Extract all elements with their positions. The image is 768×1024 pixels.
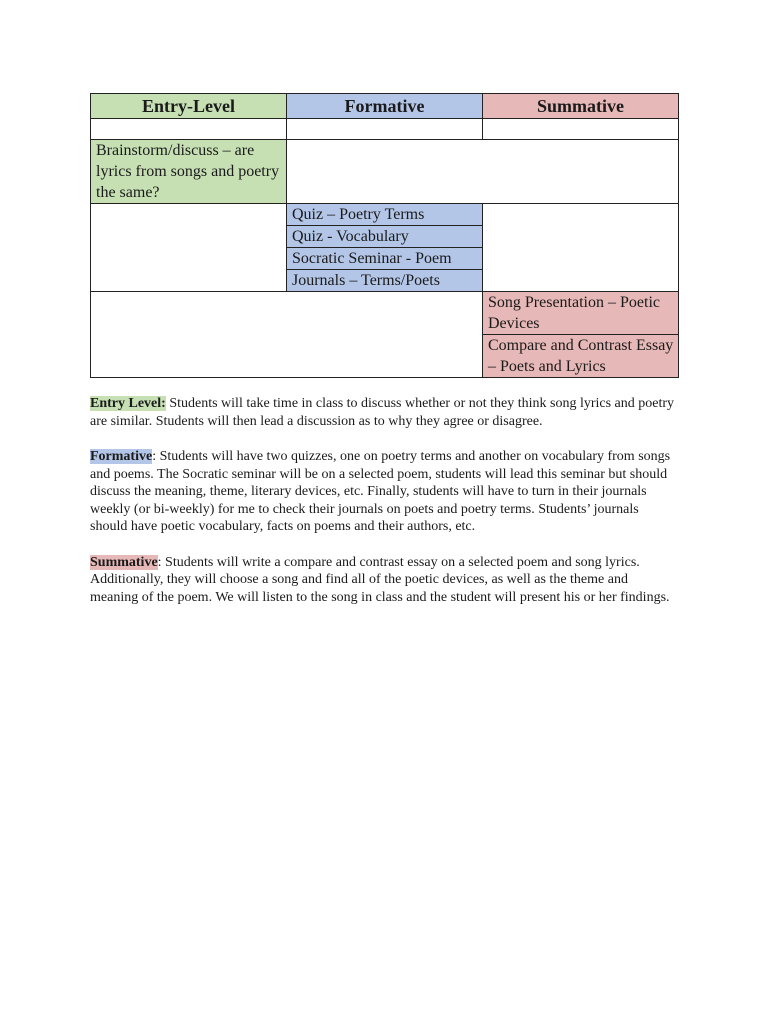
summative-paragraph (90, 554, 678, 607)
blank-cell (483, 119, 679, 140)
formative-text: : Students will have two quizzes, one on poetry terms and another on vocabulary from songs and poems. The Socratic seminar will be on a selected poem, students will lead this seminar but should discuss the meaning, theme, literary devices, etc. Finally, students will have to turn in their journals weekly (or bi-weekly) for me to check their journals on poets and poetry terms. Students’ journals should have poetic vocabulary, facts on poems and their authors, etc. (90, 449, 671, 534)
empty-cell (91, 204, 287, 292)
formative-row (91, 204, 679, 226)
header-entry-level: Entry-Level (91, 94, 287, 119)
empty-cell (483, 204, 679, 292)
formative-item-cell: Quiz - Vocabulary (287, 226, 483, 248)
notes-section (90, 395, 678, 606)
summative-text: : Students will write a compare and contrast essay on a selected poem and song lyrics. Additionally, they will choose a song and find all of the poetic devices, as well as the theme and meaning of the poem. We will listen to the song in class and the student will present his or her findings. (90, 554, 670, 605)
formative-item-cell: Quiz – Poetry Terms (287, 204, 483, 226)
summative-row (91, 292, 679, 335)
formative-item-cell: Journals – Terms/Poets (287, 270, 483, 292)
header-formative: Formative (287, 94, 483, 119)
summative-item-cell: Song Presentation – Poetic Devices (483, 292, 679, 335)
entry-row (91, 140, 679, 204)
blank-row (91, 119, 679, 140)
entry-level-text: Students will take time in class to discuss whether or not they think song lyrics and poetry are similar. Students will then lead a discussion as to why they agree or disagree. (90, 396, 675, 429)
blank-cell (287, 119, 483, 140)
blank-cell (91, 119, 287, 140)
entry-level-paragraph (90, 395, 678, 430)
empty-cell (91, 292, 483, 378)
entry-level-label: Entry Level: (90, 396, 166, 411)
summative-item-cell: Compare and Contrast Essay – Poets and Lyrics (483, 335, 679, 378)
header-row (91, 94, 679, 119)
formative-label: Formative (90, 449, 153, 464)
summative-label: Summative (90, 554, 158, 570)
entry-item-cell: Brainstorm/discuss – are lyrics from songs and poetry the same? (91, 140, 287, 204)
header-summative: Summative (483, 94, 679, 119)
formative-item-cell: Socratic Seminar - Poem (287, 248, 483, 270)
formative-paragraph (90, 448, 678, 536)
document-page (90, 93, 678, 624)
empty-cell (287, 140, 679, 204)
assessment-table (90, 93, 679, 378)
